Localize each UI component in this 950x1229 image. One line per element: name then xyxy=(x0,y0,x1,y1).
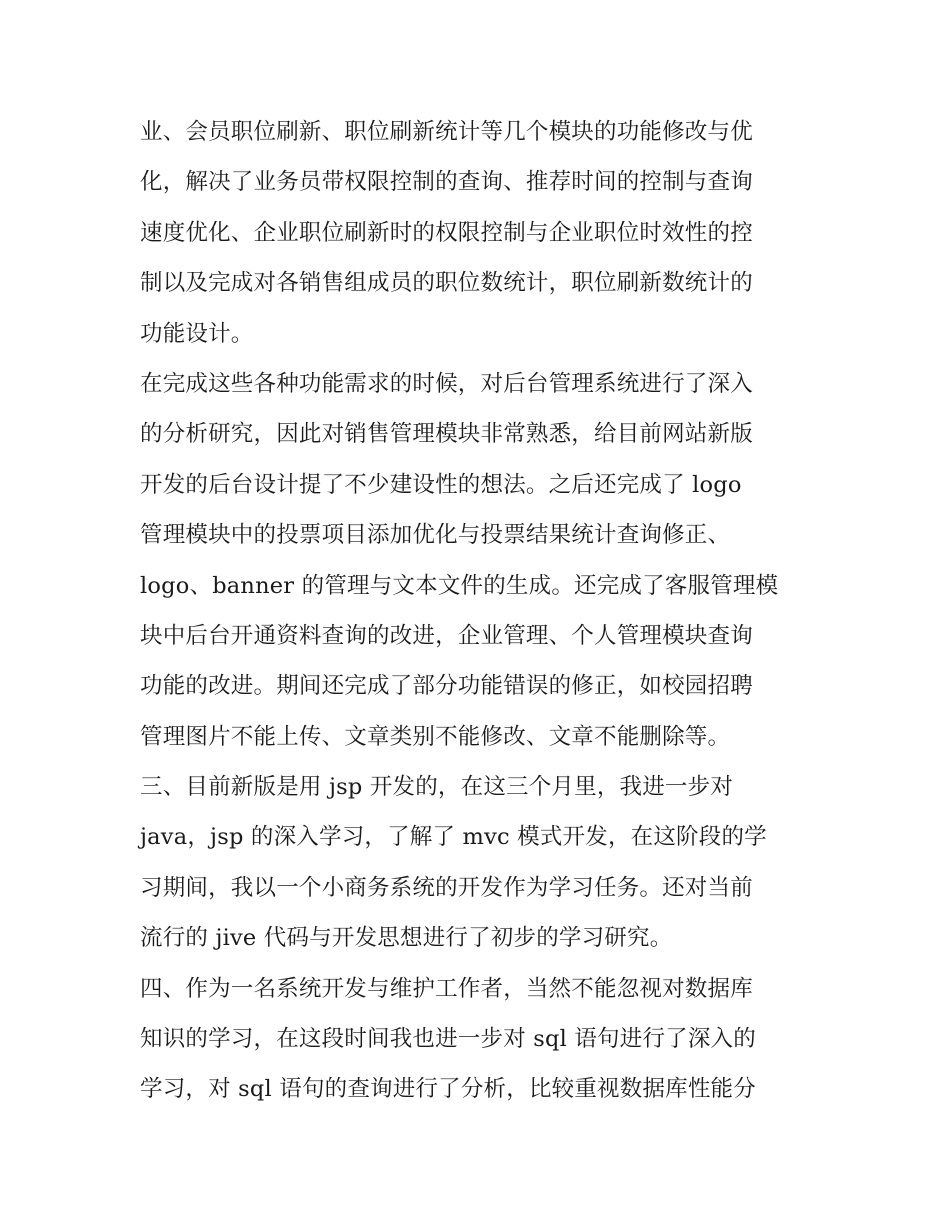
text-line: 学习，对 sql 语句的查询进行了分析，比较重视数据库性能分 xyxy=(140,1076,756,1103)
text-line: 功能设计。 xyxy=(140,320,254,347)
text-line: 块中后台开通资料查询的改进，企业管理、个人管理模块查询 xyxy=(140,622,753,649)
document-body xyxy=(140,107,820,1115)
text-line: 的分析研究，因此对销售管理模块非常熟悉，给目前网站新版 xyxy=(140,421,753,448)
text-line: 三、目前新版是用 jsp 开发的，在这三个月里，我进一步对 xyxy=(140,774,734,801)
text-line: 管理图片不能上传、文章类别不能修改、文章不能删除等。 xyxy=(140,723,731,750)
text-line: 习期间，我以一个小商务系统的开发作为学习任务。还对当前 xyxy=(140,874,753,901)
text-line: java，jsp 的深入学习，了解了 mvc 模式开发，在这阶段的学 xyxy=(140,824,767,851)
text-line: 管理模块中的投票项目添加优化与投票结果统计查询修正、 xyxy=(140,522,731,549)
text-line: 制以及完成对各销售组成员的职位数统计，职位刷新数统计的 xyxy=(140,270,753,297)
text-line: 业、会员职位刷新、职位刷新统计等几个模块的功能修改与优 xyxy=(140,119,753,145)
text-line: 速度优化、企业职位刷新时的权限控制与企业职位时效性的控 xyxy=(140,219,753,246)
text-line: 功能的改进。期间还完成了部分功能错误的修正，如校园招聘 xyxy=(140,673,753,700)
text-line: logo、banner 的管理与文本文件的生成。还完成了客服管理模 xyxy=(140,572,779,599)
text-line: 开发的后台设计提了不少建设性的想法。之后还完成了 logo xyxy=(140,471,742,498)
text-line: 流行的 jive 代码与开发思想进行了初步的学习研究。 xyxy=(140,925,673,952)
text-line: 在完成这些各种功能需求的时候，对后台管理系统进行了深入 xyxy=(140,370,753,397)
text-line: 知识的学习，在这段时间我也进一步对 sql 语句进行了深入的 xyxy=(140,1026,756,1053)
text-line: 四、作为一名系统开发与维护工作者，当然不能忽视对数据库 xyxy=(140,975,753,1002)
text-line: 化，解决了业务员带权限控制的查询、推荐时间的控制与查询 xyxy=(140,169,753,196)
